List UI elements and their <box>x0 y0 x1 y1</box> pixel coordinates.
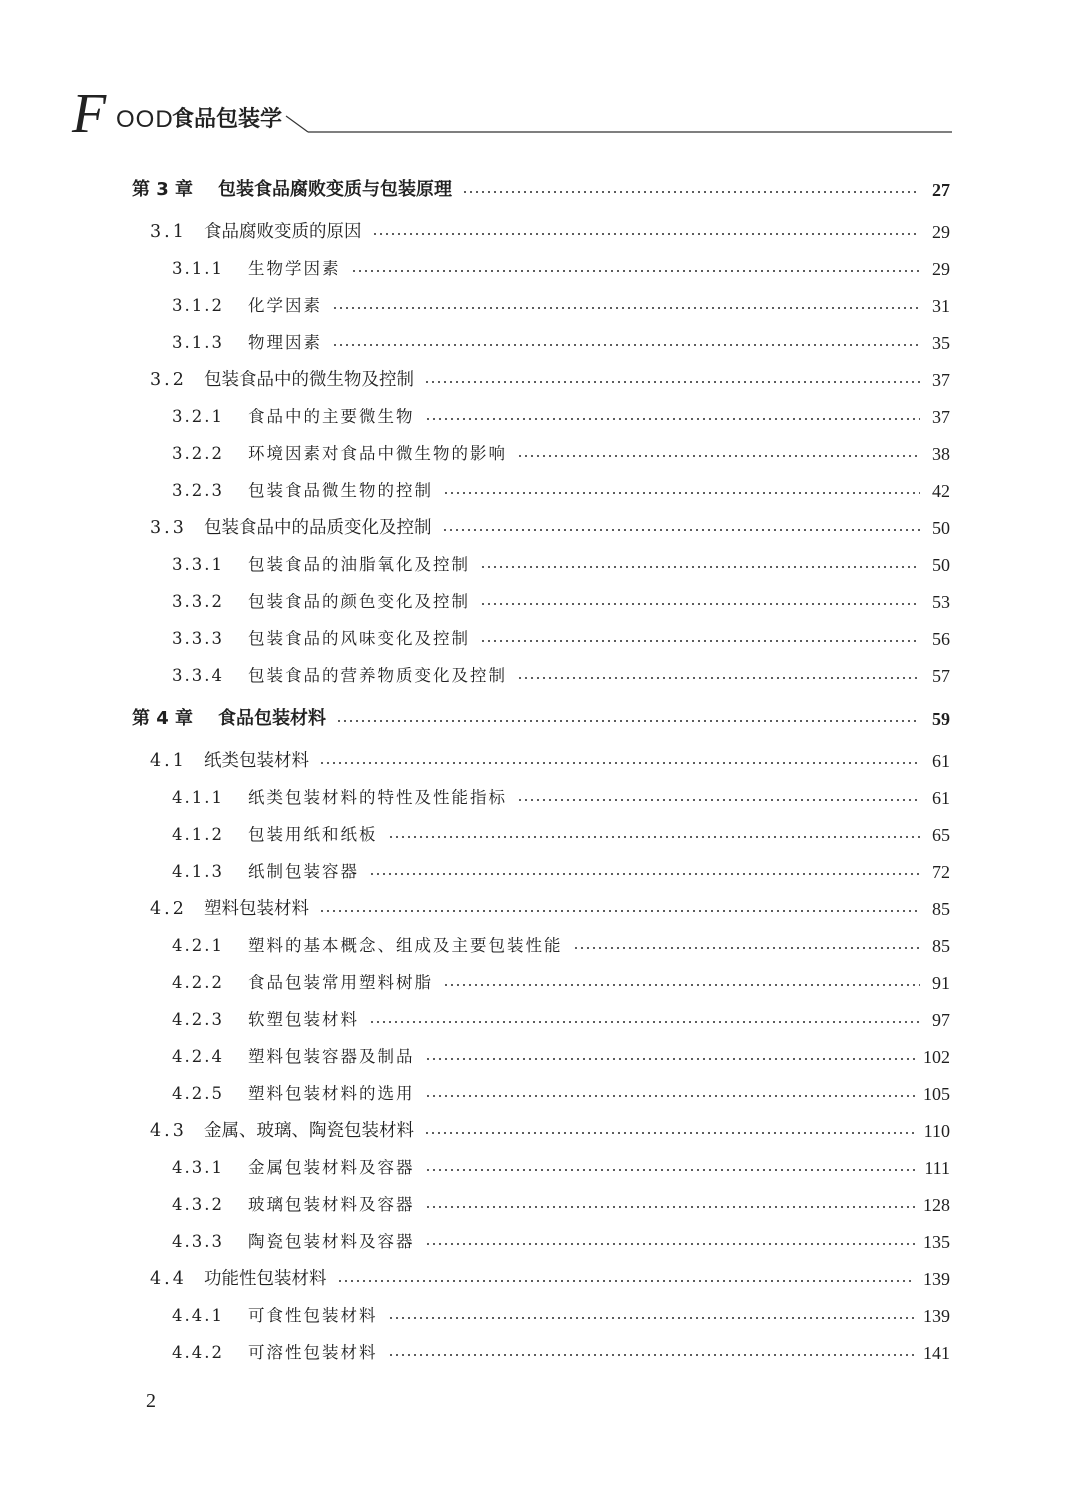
dot-leader <box>425 418 921 420</box>
toc-entry-page: 29 <box>932 222 950 242</box>
toc-entry-sub[interactable] <box>172 402 950 432</box>
dot-leader <box>332 344 920 346</box>
toc-entry-title: 纸类包装材料 <box>204 751 309 771</box>
dot-leader <box>517 677 920 679</box>
toc-entry-page: 38 <box>932 444 950 464</box>
toc-entry-number: 3.2.1 <box>172 407 224 426</box>
toc-entry-title: 食品中的主要微生物 <box>248 407 415 426</box>
dot-leader <box>388 1317 916 1319</box>
dot-leader <box>462 191 920 193</box>
toc-entry-number: 3.2.2 <box>172 444 224 463</box>
toc-entry-title: 纸类包装材料的特性及性能指标 <box>248 788 507 807</box>
toc-entry-page: 65 <box>932 825 950 845</box>
toc-entry-title: 可食性包装材料 <box>248 1306 378 1325</box>
toc-entry-title: 化学因素 <box>248 296 322 315</box>
dot-leader <box>443 492 920 494</box>
toc-entry-number: 4.3.1 <box>172 1158 224 1177</box>
toc-entry-title: 包装用纸和纸板 <box>248 825 378 844</box>
toc-entry-sub[interactable] <box>172 328 950 358</box>
dot-leader <box>424 381 920 383</box>
toc-entry-number: 3.3.4 <box>172 666 224 685</box>
dot-leader <box>388 1354 916 1356</box>
toc-entry-number: 3.2.3 <box>172 481 224 500</box>
toc-entry-number: 4.1.2 <box>172 825 224 844</box>
toc-entry-page: 139 <box>923 1269 950 1289</box>
dot-leader <box>425 1095 916 1097</box>
toc-entry-page: 61 <box>932 788 950 808</box>
toc-entry-page: 37 <box>932 370 950 390</box>
toc-entry-page: 139 <box>923 1306 950 1326</box>
toc-entry-title: 食品包装材料 <box>218 708 326 729</box>
dot-leader <box>319 762 920 764</box>
toc-entry-title: 包装食品微生物的控制 <box>248 481 433 500</box>
toc-entry-page: 31 <box>932 296 950 316</box>
toc-entry-page: 110 <box>923 1121 950 1141</box>
toc-entry-sub[interactable] <box>172 968 950 998</box>
toc-entry-number: 3.3.1 <box>172 555 224 574</box>
toc-entry-title: 金属、玻璃、陶瓷包装材料 <box>204 1121 414 1141</box>
dot-leader <box>517 799 920 801</box>
dot-leader <box>425 1169 917 1171</box>
toc-entry-sub[interactable] <box>172 1042 950 1072</box>
toc-entry-page: 72 <box>932 862 950 882</box>
dot-leader <box>369 873 920 875</box>
toc-entry-number: 3.1.3 <box>172 333 224 352</box>
toc-entry-sub[interactable] <box>172 476 950 506</box>
toc-entry-section[interactable] <box>150 746 950 776</box>
toc-entry-title: 环境因素对食品中微生物的影响 <box>248 444 507 463</box>
toc-entry-title: 陶瓷包装材料及容器 <box>248 1232 415 1251</box>
toc-entry-number: 4.1 <box>150 751 187 771</box>
toc-entry-sub[interactable] <box>172 857 950 887</box>
dot-leader <box>319 910 920 912</box>
toc-entry-title: 软塑包装材料 <box>248 1010 359 1029</box>
dot-leader <box>332 307 920 309</box>
toc-entry-page: 102 <box>923 1047 950 1067</box>
toc-entry-sub[interactable] <box>172 291 950 321</box>
toc-entry-page: 57 <box>932 666 950 686</box>
toc-entry-number: 4.3.3 <box>172 1232 224 1251</box>
toc-entry-title: 生物学因素 <box>248 259 341 278</box>
toc-entry-title: 塑料包装材料的选用 <box>248 1084 415 1103</box>
dot-leader <box>425 1243 916 1245</box>
toc-entry-page: 27 <box>932 180 950 200</box>
food-logo-text: OOD <box>116 106 174 133</box>
toc-entry-page: 135 <box>923 1232 950 1252</box>
dot-leader <box>442 529 921 531</box>
toc-entry-page: 56 <box>932 629 950 649</box>
toc-entry-page: 105 <box>923 1084 950 1104</box>
toc-entry-sub[interactable] <box>172 1301 950 1331</box>
toc-entry-title: 纸制包装容器 <box>248 862 359 881</box>
toc-entry-number: 3.3 <box>150 518 187 538</box>
toc-entry-number: 4.3.2 <box>172 1195 224 1214</box>
toc-entry-number: 4.4.2 <box>172 1343 224 1362</box>
dot-leader <box>336 720 920 722</box>
toc-entry-title: 包装食品中的微生物及控制 <box>204 370 414 390</box>
toc-entry-title: 食品包装常用塑料树脂 <box>248 973 433 992</box>
toc-entry-page: 91 <box>932 973 950 993</box>
toc-entry-chapter[interactable] <box>132 175 950 205</box>
toc-entry-number: 4.4.1 <box>172 1306 224 1325</box>
toc-entry-title: 功能性包装材料 <box>204 1269 327 1289</box>
toc-entry-section[interactable] <box>150 1264 950 1294</box>
toc-entry-page: 50 <box>932 518 950 538</box>
toc-entry-number: 4.1.3 <box>172 862 224 881</box>
dot-leader <box>372 233 921 235</box>
dot-leader <box>480 566 920 568</box>
dot-leader <box>480 603 920 605</box>
toc-entry-title: 包装食品的油脂氧化及控制 <box>248 555 470 574</box>
toc-entry-page: 85 <box>932 899 950 919</box>
toc-entry-number: 4.2.2 <box>172 973 224 992</box>
toc-entry-page: 53 <box>932 592 950 612</box>
toc-entry-title: 包装食品腐败变质与包装原理 <box>218 179 452 200</box>
toc-entry-number: 3.3.2 <box>172 592 224 611</box>
toc-entry-title: 食品腐败变质的原因 <box>204 222 362 242</box>
dot-leader <box>369 1021 920 1023</box>
toc-entry-page: 128 <box>923 1195 950 1215</box>
toc-entry-sub[interactable] <box>172 820 950 850</box>
toc-entry-title: 塑料包装容器及制品 <box>248 1047 415 1066</box>
toc-entry-sub[interactable] <box>172 1338 950 1368</box>
toc-entry-page: 42 <box>932 481 950 501</box>
dot-leader <box>425 1058 916 1060</box>
toc-entry-section[interactable] <box>150 894 950 924</box>
toc-entry-sub[interactable] <box>172 587 950 617</box>
toc-entry-page: 35 <box>932 333 950 353</box>
toc-entry-number: 3.1.2 <box>172 296 224 315</box>
toc-entry-number: 4.2 <box>150 899 187 919</box>
toc-entry-number: 4.4 <box>150 1269 187 1289</box>
toc-entry-title: 塑料的基本概念、组成及主要包装性能 <box>248 936 563 955</box>
dot-leader <box>480 640 920 642</box>
toc-entry-sub[interactable] <box>172 1005 950 1035</box>
book-title: 食品包装学 <box>172 107 283 132</box>
dot-leader <box>425 1206 916 1208</box>
toc-entry-sub[interactable] <box>172 931 950 961</box>
toc-entry-sub[interactable] <box>172 254 950 284</box>
toc-entry-title: 物理因素 <box>248 333 322 352</box>
toc-entry-title: 塑料包装材料 <box>204 899 309 919</box>
toc-entry-page: 37 <box>932 407 950 427</box>
toc-entry-sub[interactable] <box>172 1190 950 1220</box>
page-number: 2 <box>146 1390 156 1412</box>
toc-entry-number: 4.2.3 <box>172 1010 224 1029</box>
toc-entry-page: 85 <box>932 936 950 956</box>
dot-leader <box>337 1280 916 1282</box>
toc-entry-title: 包装食品的营养物质变化及控制 <box>248 666 507 685</box>
toc-entry-sub[interactable] <box>172 550 950 580</box>
toc-entry-number: 3.1.1 <box>172 259 224 278</box>
toc-entry-section[interactable] <box>150 365 950 395</box>
toc-entry-sub[interactable] <box>172 783 950 813</box>
toc-entry-number: 4.3 <box>150 1121 187 1141</box>
toc-entry-section[interactable] <box>150 513 950 543</box>
toc-entry-sub[interactable] <box>172 1227 950 1257</box>
dot-leader <box>351 270 921 272</box>
toc-entry-page: 50 <box>932 555 950 575</box>
toc-entry-page: 111 <box>924 1158 950 1178</box>
food-logo-initial: F <box>72 83 107 145</box>
toc-entry-title: 可溶性包装材料 <box>248 1343 378 1362</box>
toc-entry-sub[interactable] <box>172 661 950 691</box>
toc-entry-number: 3.3.3 <box>172 629 224 648</box>
toc-entry-title: 包装食品中的品质变化及控制 <box>204 518 432 538</box>
toc-entry-page: 29 <box>932 259 950 279</box>
toc-entry-title: 包装食品的颜色变化及控制 <box>248 592 470 611</box>
dot-leader <box>424 1132 916 1134</box>
dot-leader <box>517 455 920 457</box>
toc-entry-section[interactable] <box>150 217 950 247</box>
toc-entry-number: 3.1 <box>150 222 187 242</box>
toc-entry-sub[interactable] <box>172 624 950 654</box>
toc-entry-number: 3.2 <box>150 370 187 390</box>
toc-entry-number: 4.1.1 <box>172 788 224 807</box>
toc-entry-page: 61 <box>932 751 950 771</box>
dot-leader <box>388 836 921 838</box>
toc-entry-number: 第 3 章 <box>132 179 194 200</box>
toc-entry-sub[interactable] <box>172 439 950 469</box>
toc-entry-number: 4.2.5 <box>172 1084 224 1103</box>
toc-entry-title: 玻璃包装材料及容器 <box>248 1195 415 1214</box>
toc-entry-chapter[interactable] <box>132 704 950 734</box>
toc-entry-title: 包装食品的风味变化及控制 <box>248 629 470 648</box>
dot-leader <box>573 947 921 949</box>
toc-entry-sub[interactable] <box>172 1079 950 1109</box>
dot-leader <box>443 984 920 986</box>
toc-entry-number: 4.2.4 <box>172 1047 224 1066</box>
toc-entry-page: 59 <box>932 709 950 729</box>
toc-entry-title: 金属包装材料及容器 <box>248 1158 415 1177</box>
toc-entry-page: 141 <box>923 1343 950 1363</box>
toc-entry-number: 4.2.1 <box>172 936 224 955</box>
toc-entry-sub[interactable] <box>172 1153 950 1183</box>
toc-entry-number: 第 4 章 <box>132 708 194 729</box>
toc-entry-page: 97 <box>932 1010 950 1030</box>
toc-entry-section[interactable] <box>150 1116 950 1146</box>
